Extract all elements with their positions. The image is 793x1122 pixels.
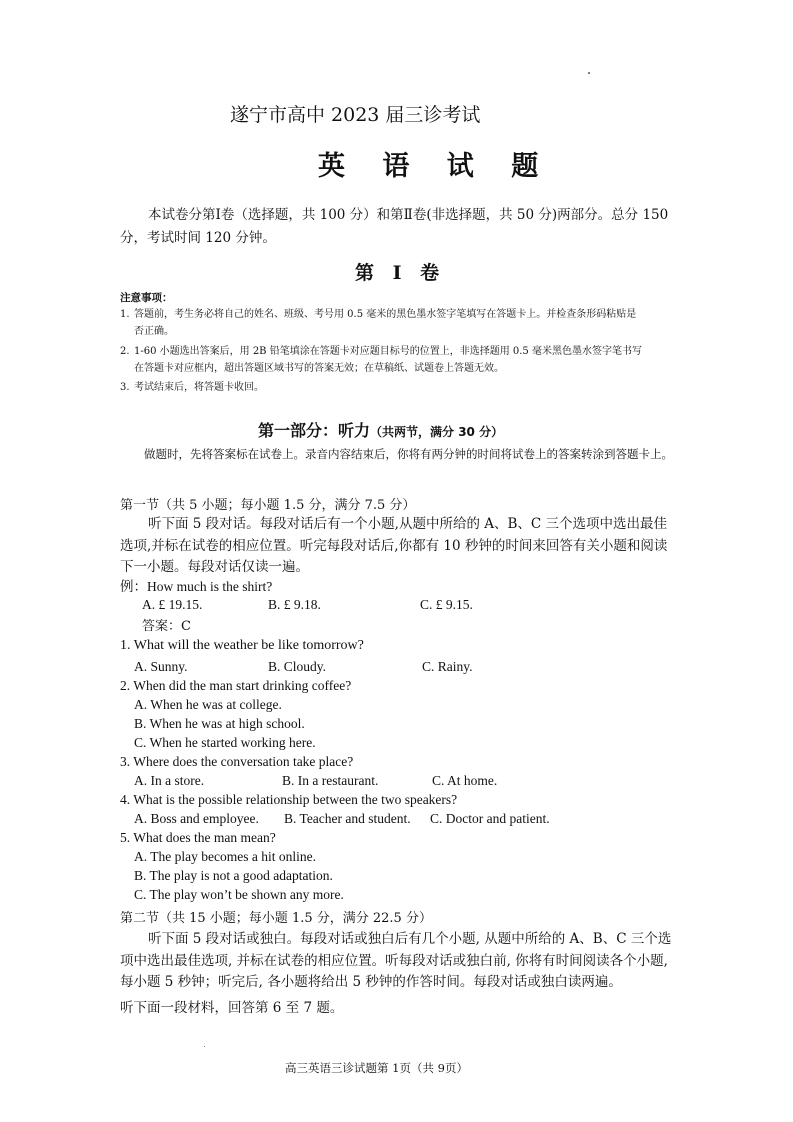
q5-option-a: A. The play becomes a hit online.	[134, 849, 316, 864]
page-mark	[204, 1046, 205, 1047]
part1-instruction: 做题时，先将答案标在试卷上。录音内容结束后，你将有两分钟的时间将试卷上的答案转涂到答题卡上。	[144, 447, 673, 461]
question-3: 3. Where does the conversation take place?	[120, 754, 354, 769]
q1-option-c: C. Rainy.	[422, 659, 473, 674]
volume-title: 第 Ⅰ 卷	[355, 262, 446, 284]
q5-option-c: C. The play won’t be shown any more.	[134, 887, 344, 902]
section2-material-note: 听下面一段材料，回答第 6 至 7 题。	[120, 1000, 344, 1016]
question-2: 2. When did the man start drinking coffee?	[120, 678, 352, 693]
section1-title: 第一节（共 5 小题；每小题 1.5 分，满分 7.5 分）	[120, 498, 416, 513]
page-mark	[588, 72, 590, 74]
exam-intro: 本试卷分第Ⅰ卷（选择题，共 100 分）和第Ⅱ卷(非选择题，共 50 分)两部分。总分 150 分，考试时间 120 分钟。	[120, 207, 669, 246]
q4-option-a: A. Boss and employee.	[134, 811, 259, 826]
q2-option-b: B. When he was at high school.	[134, 716, 305, 731]
note-number: 3.	[120, 382, 130, 393]
q5-option-b: B. The play is not a good adaptation.	[134, 868, 333, 883]
example-option-a: A. £ 19.15.	[142, 597, 203, 612]
page-footer: 高三英语三诊试题第 1页（共 9页）	[285, 1061, 468, 1075]
note-number: 2.	[120, 346, 130, 357]
question-4: 4. What is the possible relationship between the two speakers?	[120, 792, 458, 807]
note-continuation: 在答题卡对应框内，超出答题区域书写的答案无效；在草稿纸、试题卷上答题无效。	[134, 363, 504, 374]
note-item	[120, 379, 680, 396]
part1-title-text: 第一部分：听力	[258, 421, 371, 440]
section1-instruction: 听下面 5 段对话。每段对话后有一个小题,从题中所给的 A、B、C 三个选项中选出最佳选项,并标在试卷的相应位置。听完每段对话后,你都有 10 秒钟的时间来回答有关小题和阅读下一小题。每段对话仅读一遍。	[120, 516, 668, 575]
example-answer: 答案：C	[142, 619, 191, 634]
exam-header: 遂宁市高中 2023 届三诊考试	[230, 104, 481, 126]
note-text: 1-60 小题选出答案后，用 2B 铅笔填涂在答题卡对应题目标号的位置上，非选择题用 0.5 毫米黑色墨水签字笔书写	[134, 346, 642, 357]
q3-option-b: B. In a restaurant.	[282, 773, 379, 788]
exam-subject: 英 语 试 题	[318, 151, 553, 182]
question-5: 5. What does the man mean?	[120, 830, 276, 845]
question-1: 1. What will the weather be like tomorrow?	[120, 638, 364, 653]
note-text: 考试结束后，将答题卡收回。	[134, 382, 264, 393]
q2-option-a: A. When he was at college.	[134, 697, 282, 712]
note-number: 1.	[120, 309, 130, 320]
note-item	[120, 306, 680, 340]
notes-heading: 注意事项：	[120, 292, 173, 304]
example-question: 例：How much is the shirt?	[120, 579, 273, 594]
section2-title: 第二节（共 15 小题；每小题 1.5 分，满分 22.5 分）	[120, 911, 432, 926]
note-text: 答题前，考生务必将自己的姓名、班级、考号用 0.5 毫米的黑色墨水签字笔填写在答题卡上。并检查条形码粘贴是	[134, 309, 637, 320]
q3-option-c: C. At home.	[432, 773, 498, 788]
example-option-c: C. £ 9.15.	[420, 597, 473, 612]
part1-title-note: （共两节，满分 30 分）	[370, 425, 504, 439]
note-item	[120, 343, 680, 377]
q2-option-c: C. When he started working here.	[134, 735, 316, 750]
section2-instruction: 听下面 5 段对话或独白。每段对话或独白后有几个小题, 从题中所给的 A、B、C 三个选项中选出最佳选项, 并标在试卷的相应位置。听每段对话或独白前, 你将有时间阅读各个小题, 每小题 5 秒钟；听完后, 各小题将给出 5 秒钟的作答时间。每段对话或独白读两遍。	[120, 931, 672, 990]
q1-option-b: B. Cloudy.	[268, 659, 327, 674]
q1-option-a: A. Sunny.	[134, 659, 188, 674]
q4-option-b: B. Teacher and student.	[284, 811, 411, 826]
q3-option-a: A. In a store.	[134, 773, 205, 788]
q4-option-c: C. Doctor and patient.	[430, 811, 550, 826]
note-continuation: 否正确。	[134, 326, 174, 337]
example-option-b: B. £ 9.18.	[268, 597, 321, 612]
part1-title	[258, 418, 503, 441]
